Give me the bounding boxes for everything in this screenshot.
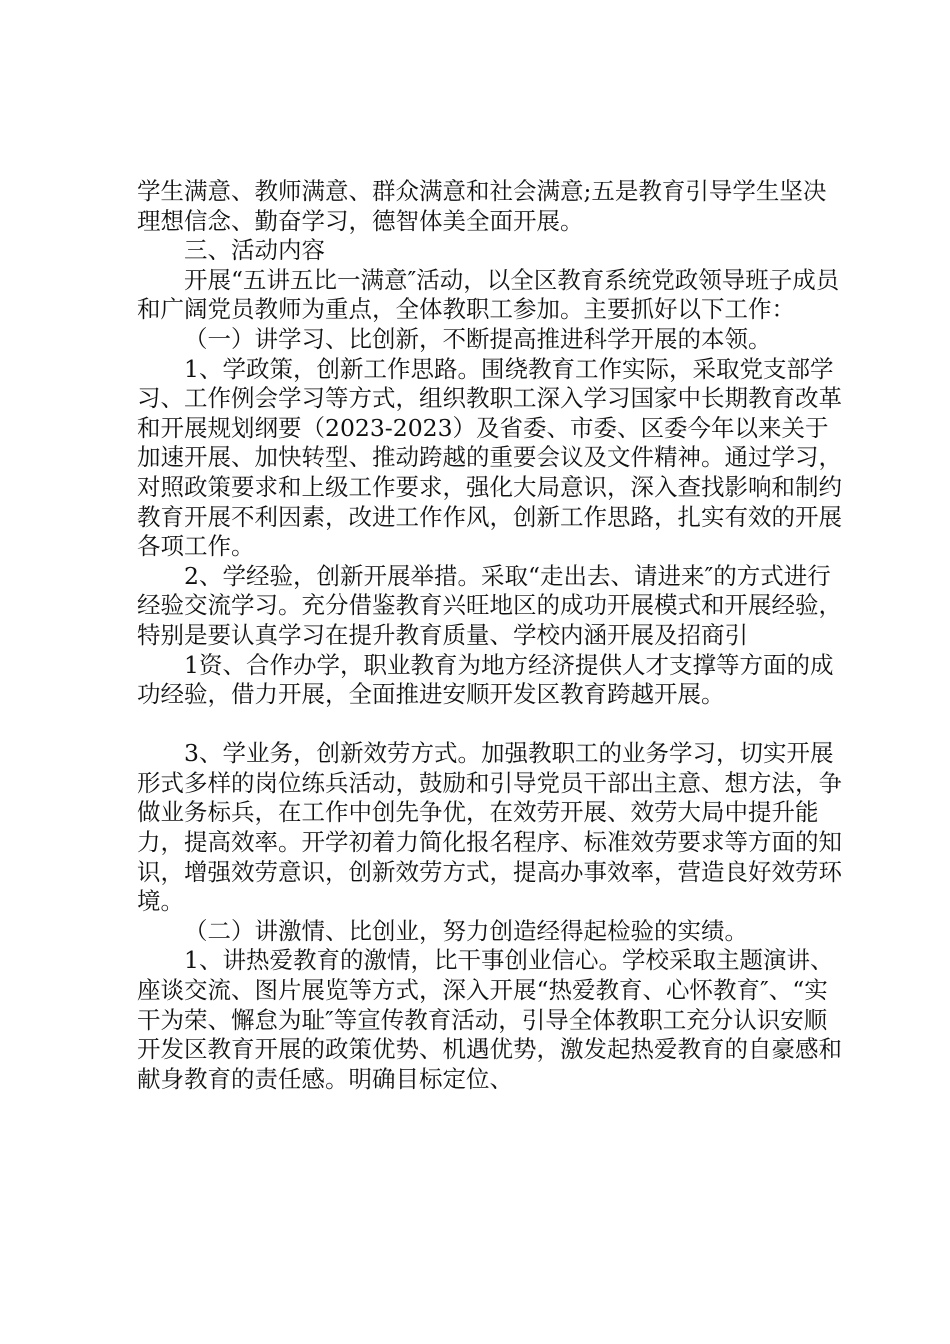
paragraph-intro: 开展“五讲五比一满意″活动，以全区教育系统党政领导班子成员和广阔党员教师为重点，全体教职工参加。主要抓好以下工作： — [137, 265, 840, 324]
document-body — [137, 177, 849, 1094]
paragraph-study-policy: 1、学政策，创新工作思路。围绕教育工作实际，采取党支部学习、工作例会学习等方式，组织教职工深入学习国家中长期教育改革和开展规划纲要（2023-2023）及省委、市委、区委今年以来关于加速开展、加快转型、推动跨越的重要会议及文件精神。通过学习，对照政策要求和上级工作要求，强化大局意识，深入查找影响和制约教育开展不利因素，改进工作作风，创新工作思路，扎实有效的开展各项工作。 — [137, 354, 842, 561]
paragraph-study-business: 3、学业务，创新效劳方式。加强教职工的业务学习，切实开展形式多样的岗位练兵活动，鼓励和引导党员干部出主意、想方法，争做业务标兵，在工作中创先争优，在效劳开展、效劳大局中提升能力，提高效率。开学初着力简化报名程序、标准效劳要求等方面的知识，增强效劳意识，创新效劳方式，提高办事效率，营造良好效劳环境。 — [137, 739, 842, 916]
blank-line — [137, 710, 849, 740]
paragraph-study-experience: 2、学经验，创新开展举措。采取“走出去、请进来″的方式进行经验交流学习。充分借鉴教育兴旺地区的成功开展模式和开展经验，特别是要认真学习在提升教育质量、学校内涵开展及招商引 — [137, 561, 842, 649]
paragraph-passion: 1、讲热爱教育的激情，比干事创业信心。学校采取主题演讲、座谈交流、图片展览等方式，深入开展“热爱教育、心怀教育″、“实干为荣、懈怠为耻″等宣传教育活动，引导全体教职工充分认识安顺开发区教育开展的政策优势、机遇优势，激发起热爱教育的自豪感和献身教育的责任感。明确目标定位、 — [137, 946, 842, 1093]
subheading-two: （二）讲激情、比创业，努力创造经得起检验的实绩。 — [184, 916, 748, 945]
paragraph-investment: 1资、合作办学，职业教育为地方经济提供人才支撑等方面的成功经验，借力开展，全面推进安顺开发区教育跨越开展。 — [137, 650, 834, 709]
paragraph-continuation: 学生满意、教师满意、群众满意和社会满意;五是教育引导学生坚决理想信念、勤奋学习，德智体美全面开展。 — [137, 177, 827, 235]
subheading-one: （一）讲学习、比创新，不断提高推进科学开展的本领。 — [184, 324, 772, 353]
section-heading-activity-content: 三、活动内容 — [184, 236, 325, 265]
